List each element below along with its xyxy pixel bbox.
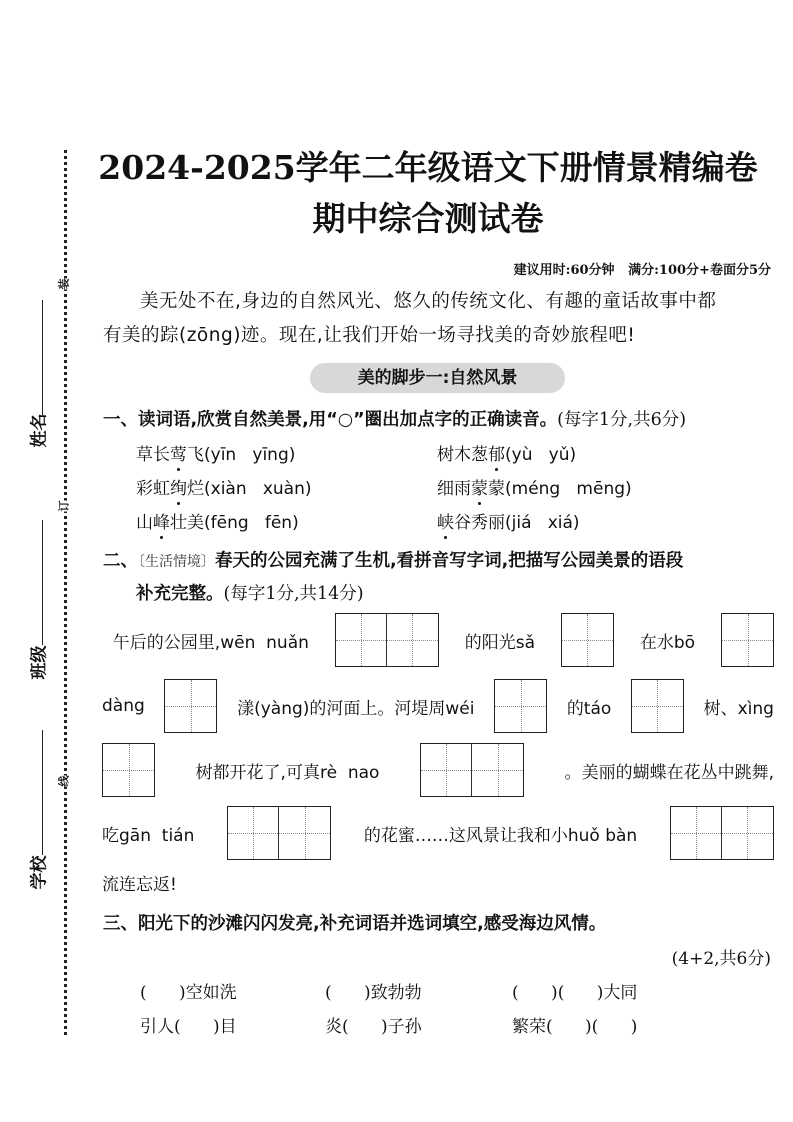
- idiom-blank[interactable]: ( )空如洗: [140, 983, 237, 1003]
- seal-char: 线: [57, 775, 71, 787]
- idiom-blank[interactable]: ( )致勃勃: [325, 983, 422, 1003]
- passage-line: [102, 742, 774, 798]
- passage-line: [102, 678, 774, 734]
- grid-cell[interactable]: [671, 807, 722, 859]
- school-label: 学校: [29, 855, 50, 890]
- grid-cell[interactable]: [336, 614, 387, 666]
- question-1-heading: [103, 406, 686, 431]
- grid-cell[interactable]: [279, 807, 330, 859]
- school-line[interactable]: [42, 730, 43, 855]
- word-text: 谷秀丽: [454, 513, 505, 533]
- name-label: 姓名: [29, 413, 50, 448]
- passage-line: [102, 868, 774, 896]
- word-item: [136, 508, 299, 533]
- passage-text: 吃gān tián: [102, 825, 195, 846]
- dotted-char: 蒙: [471, 479, 488, 499]
- page-subtitle: 期中综合测试卷: [312, 199, 544, 238]
- question-text: 春天的公园充满了生机,看拼音写字词,把描写公园美景的语段: [215, 551, 684, 571]
- grid-cell[interactable]: [387, 614, 438, 666]
- grid-cell[interactable]: [165, 680, 216, 732]
- grid-cell[interactable]: [103, 744, 154, 796]
- question-2-heading: [103, 547, 683, 572]
- answer-box[interactable]: [494, 679, 547, 733]
- question-number: 二、: [103, 551, 138, 571]
- seal-char: 订: [57, 500, 71, 512]
- word-item: [437, 474, 632, 499]
- answer-box[interactable]: [102, 743, 155, 797]
- name-line[interactable]: [42, 300, 43, 415]
- word-item: [136, 440, 295, 465]
- word-text: 飞: [187, 445, 204, 465]
- word-item: [437, 440, 576, 465]
- word-text: 彩虹: [136, 479, 170, 499]
- score: (每字1分,共14分): [223, 584, 364, 604]
- score: (每字1分,共6分): [557, 410, 687, 430]
- grid-cell[interactable]: [472, 744, 523, 796]
- passage-text: 流连忘返!: [102, 874, 177, 895]
- question-3-heading: 三、阳光下的沙滩闪闪发亮,补充词语并选词填空,感受海边风情。: [103, 914, 607, 934]
- page-title: 2024-2025学年二年级语文下册情景精编卷: [98, 148, 758, 187]
- passage-text: 的táo: [566, 698, 612, 719]
- word-item: [437, 508, 580, 533]
- pinyin-options[interactable]: (yīn yīng): [204, 445, 296, 465]
- question-3-score: (4+2,共6分): [671, 949, 771, 969]
- answer-box[interactable]: [721, 613, 774, 667]
- passage-text: dàng: [102, 696, 145, 716]
- grid-cell[interactable]: [562, 614, 613, 666]
- idiom-blank[interactable]: 引人( )目: [140, 1017, 237, 1037]
- grid-cell[interactable]: [722, 614, 773, 666]
- dotted-char: 郁: [488, 445, 505, 465]
- passage-text: 午后的公园里,wēn nuǎn: [102, 632, 309, 653]
- passage-text: 的阳光sǎ: [464, 632, 536, 653]
- grid-cell[interactable]: [495, 680, 546, 732]
- answer-box[interactable]: [335, 613, 439, 667]
- passage-line: [102, 805, 774, 861]
- grid-cell[interactable]: [228, 807, 279, 859]
- grid-cell[interactable]: [421, 744, 472, 796]
- answer-box[interactable]: [561, 613, 614, 667]
- question-2-heading-cont: [136, 580, 364, 605]
- grid-cell[interactable]: [722, 807, 773, 859]
- answer-box[interactable]: [670, 806, 774, 860]
- word-text: 蒙: [488, 479, 505, 499]
- section-banner: 美的脚步一:自然风景: [310, 363, 565, 393]
- pinyin-options[interactable]: (méng mēng): [505, 479, 632, 499]
- word-text: 草长: [136, 445, 170, 465]
- time-score-info: 建议用时:60分钟 满分:100分+卷面分5分: [513, 263, 771, 278]
- word-text: 壮美: [170, 513, 204, 533]
- pinyin-options[interactable]: (jiá xiá): [505, 513, 580, 533]
- passage-line: [102, 612, 774, 668]
- grid-cell[interactable]: [632, 680, 683, 732]
- question-text: 补充完整。: [136, 584, 224, 604]
- pinyin-options[interactable]: (fēng fēn): [204, 513, 299, 533]
- intro-line: 美无处不在,身边的自然风光、悠久的传统文化、有趣的童话故事中都: [140, 291, 717, 312]
- passage-text: 树都开花了,可真rè nao: [195, 762, 380, 783]
- pinyin-options[interactable]: (yù yǔ): [505, 445, 577, 465]
- idiom-blank[interactable]: 繁荣( )( ): [512, 1017, 638, 1037]
- passage-text: 。美丽的蝴蝶在花丛中跳舞,: [564, 762, 774, 783]
- word-item: [136, 474, 311, 499]
- answer-box[interactable]: [631, 679, 684, 733]
- passage-text: 树、xìng: [703, 698, 774, 719]
- word-text: 细雨: [437, 479, 471, 499]
- answer-box[interactable]: [227, 806, 331, 860]
- class-label: 班级: [29, 645, 50, 680]
- question-text: 一、读词语,欣赏自然美景,用“○”圈出加点字的正确读音。: [103, 410, 558, 430]
- dotted-char: 峡: [437, 513, 454, 533]
- word-text: 树木葱: [437, 445, 488, 465]
- dotted-char: 峰: [153, 513, 170, 533]
- passage-text: 在水bō: [639, 632, 696, 653]
- context-tag: 〔生活情境〕: [138, 554, 215, 570]
- dotted-char: 莺: [170, 445, 187, 465]
- passage-text: 的花蜜……这风景让我和小huǒ bàn: [363, 825, 638, 846]
- seal-char: 装: [57, 278, 71, 290]
- word-text: 烂: [187, 479, 204, 499]
- answer-box[interactable]: [420, 743, 524, 797]
- idiom-blank[interactable]: 炎( )子孙: [325, 1017, 422, 1037]
- answer-box[interactable]: [164, 679, 217, 733]
- word-text: 山: [136, 513, 153, 533]
- pinyin-options[interactable]: (xiàn xuàn): [204, 479, 312, 499]
- dotted-char: 绚: [170, 479, 187, 499]
- idiom-blank[interactable]: ( )( )大同: [512, 983, 638, 1003]
- class-line[interactable]: [42, 520, 43, 645]
- passage-text: 漾(yàng)的河面上。河堤周wéi: [237, 698, 475, 719]
- intro-line: 有美的踪(zōng)迹。现在,让我们开始一场寻找美的奇妙旅程吧!: [103, 325, 636, 346]
